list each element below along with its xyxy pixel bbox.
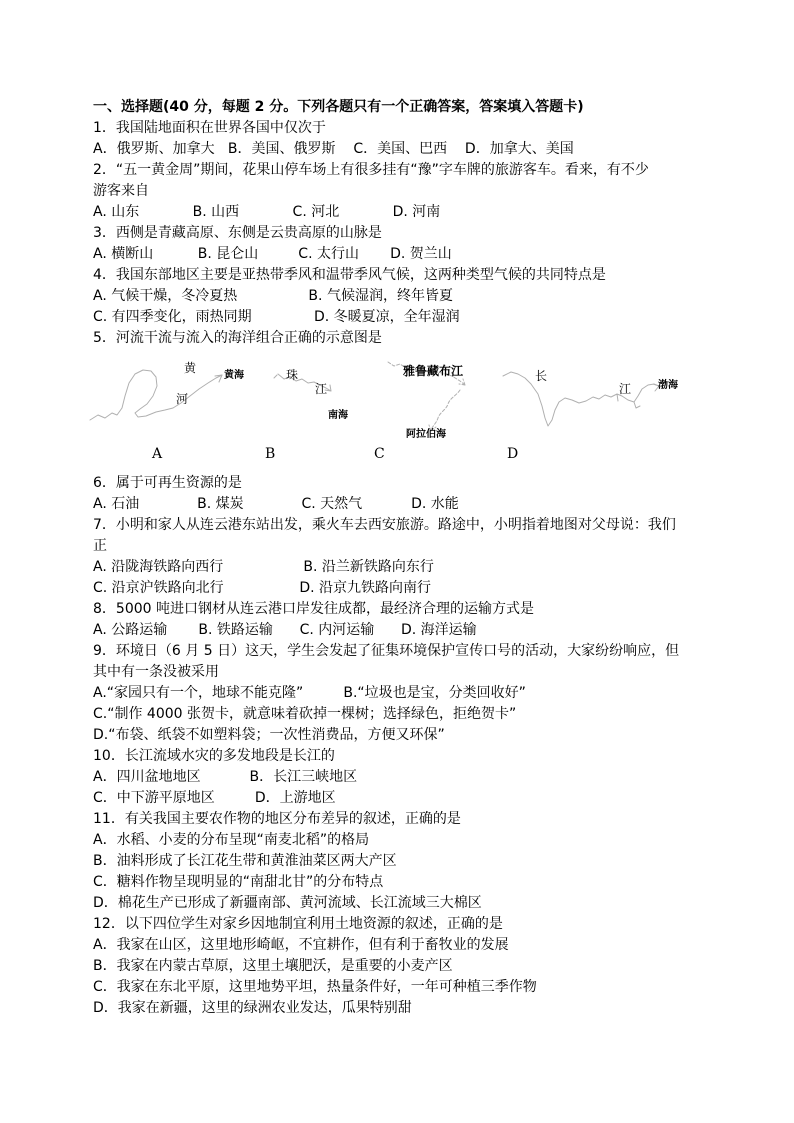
exam-page <box>93 97 793 1019</box>
q9-option-d: D.“布袋、纸袋不如塑料袋；一次性消费品，方便又环保” <box>93 727 445 743</box>
river-label-jiang-d: 江 <box>619 382 632 396</box>
q2-options: A. 山东 B. 山西 C. 河北 D. 河南 <box>93 204 441 220</box>
sea-label-bohai-sea: 渤海 <box>658 380 678 391</box>
q7-options-cd: C. 沿京沪铁路向北行 D. 沿京九铁路向南行 <box>93 580 432 596</box>
q11-option-b: B．油料形成了长江花生带和黄淮油菜区两大产区 <box>93 853 397 869</box>
q4-options-ab: A. 气候干燥，冬冷夏热 B. 气候湿润，终年皆夏 <box>93 288 453 304</box>
q2-stem: 2．“五一黄金周”期间，花果山停车场上有很多挂有“豫”字车牌的旅游客车。看来，有不少 <box>93 162 649 178</box>
q11-stem: 11．有关我国主要农作物的地区分布差异的叙述，正确的是 <box>93 811 461 827</box>
q12-option-d: D．我家在新疆，这里的绿洲农业发达，瓜果特别甜 <box>93 1000 412 1016</box>
q7-stem: 7．小明和家人从连云港东站出发，乘火车去西安旅游。路途中，小明指着地图对父母说：我们 <box>93 517 676 533</box>
q2-stem-cont: 游客来自 <box>93 183 149 199</box>
river-label-chang: 长 <box>535 369 548 383</box>
river-label-jiang-b: 江 <box>315 382 328 396</box>
q4-options-cd: C. 有四季变化，雨热同期 D. 冬暖夏凉，全年湿润 <box>93 309 460 325</box>
sea-label-yellow-sea: 黄海 <box>224 370 244 381</box>
sea-label-arabian-sea: 阿拉伯海 <box>406 429 446 440</box>
q7-stem-cont: 正 <box>93 538 107 554</box>
q8-stem: 8．5000 吨进口钢材从连云港口岸发往成都，最经济合理的运输方式是 <box>93 601 534 617</box>
q11-option-d: D．棉花生产已形成了新疆南部、黄河流域、长江流域三大棉区 <box>93 895 482 911</box>
q12-option-a: A．我家在山区，这里地形崎岖，不宜耕作，但有利于畜牧业的发展 <box>93 937 509 953</box>
q1-stem: 1．我国陆地面积在世界各国中仅次于 <box>93 120 326 136</box>
river-label-he: 河 <box>176 392 189 406</box>
q9-options-ab: A.“家园只有一个，地球不能克隆” B.“垃圾也是宝，分类回收好” <box>93 685 526 701</box>
sea-label-south-china-sea: 南海 <box>328 410 348 421</box>
q3-stem: 3．西侧是青藏高原、东侧是云贵高原的山脉是 <box>93 225 382 241</box>
river-label-zhu: 珠 <box>286 368 299 382</box>
q10-options-ab: A．四川盆地地区 B．长江三峡地区 <box>93 769 358 785</box>
q1-options: A．俄罗斯、加拿大 B．美国、俄罗斯 C．美国、巴西 D．加拿大、美国 <box>93 141 574 157</box>
q9-stem: 9．环境日（6 月 5 日）这天，学生会发起了征集环境保护宣传口号的活动，大家纷纷响应，但 <box>93 643 680 659</box>
q7-options-ab: A. 沿陇海铁路向西行 B. 沿兰新铁路向东行 <box>93 559 434 575</box>
river-label-yarlung: 雅鲁藏布江 <box>403 364 464 378</box>
q12-option-b: B．我家在内蒙古草原，这里土壤肥沃，是重要的小麦产区 <box>93 958 453 974</box>
river-sketch-yangtze <box>503 369 659 426</box>
q3-options: A. 横断山 B. 昆仑山 C. 太行山 D. 贺兰山 <box>93 246 452 262</box>
section-header: 一、选择题(40 分，每题 2 分。下列各题只有一个正确答案，答案填入答题卡) <box>93 99 584 115</box>
q11-option-a: A．水稻、小麦的分布呈现“南麦北稻”的格局 <box>93 832 370 848</box>
q9-option-c: C.“制作 4000 张贺卡，就意味着砍掉一棵树；选择绿色，拒绝贺卡” <box>93 706 517 722</box>
q12-stem: 12．以下四位学生对家乡因地制宜利用土地资源的叙述，正确的是 <box>93 916 503 932</box>
q6-stem: 6．属于可再生资源的是 <box>93 475 242 491</box>
river-label-huang: 黄 <box>184 361 197 375</box>
river-sketch-yellow-river <box>90 370 222 420</box>
q12-option-c: C．我家在东北平原，这里地势平坦，热量条件好，一年可种植三季作物 <box>93 979 537 995</box>
q11-option-c: C．糖料作物呈现明显的“南甜北甘”的分布特点 <box>93 874 384 890</box>
figure-option-a: A <box>152 446 163 462</box>
figure-option-d: D <box>507 446 519 462</box>
q6-options: A. 石油 B. 煤炭 C. 天然气 D. 水能 <box>93 496 459 512</box>
figure-option-c: C <box>374 446 385 462</box>
q4-stem: 4．我国东部地区主要是亚热带季风和温带季风气候，这两种类型气候的共同特点是 <box>93 267 606 283</box>
q10-options-cd: C．中下游平原地区 D．上游地区 <box>93 790 336 806</box>
figure-option-b: B <box>265 446 276 462</box>
q5-river-figure <box>93 349 793 473</box>
q8-options: A. 公路运输 B. 铁路运输 C. 内河运输 D. 海洋运输 <box>93 622 477 638</box>
q5-stem: 5．河流干流与流入的海洋组合正确的示意图是 <box>93 330 382 346</box>
q9-stem-cont: 其中有一条没被采用 <box>93 664 219 680</box>
q10-stem: 10．长江流域水灾的多发地段是长江的 <box>93 748 335 764</box>
